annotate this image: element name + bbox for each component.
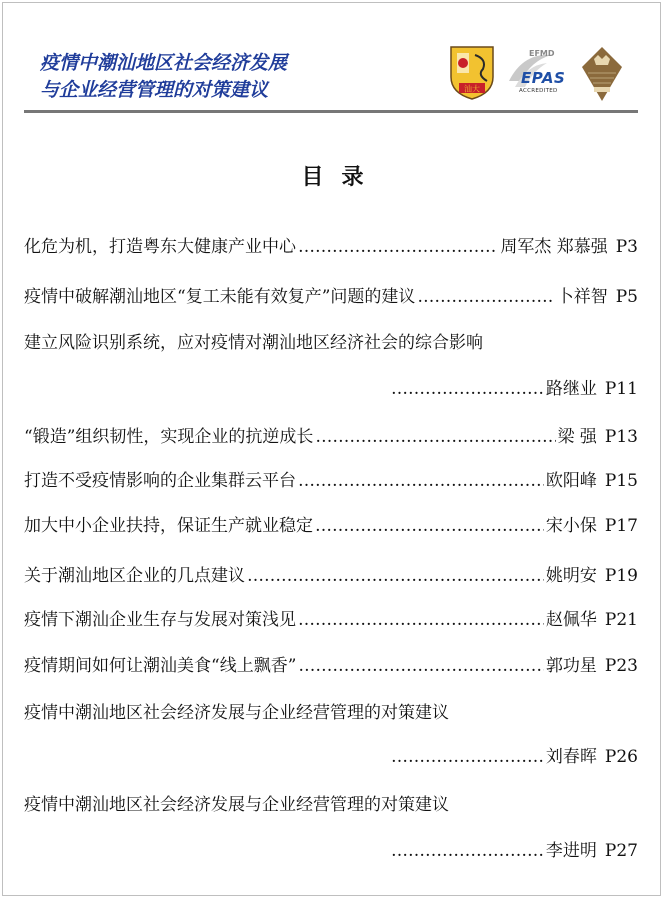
toc-entry-title-line[interactable]: [24, 790, 638, 820]
toc-leader-dots: [391, 374, 544, 404]
toc-entry-page: P11: [604, 379, 638, 399]
efmd-label: EFMD: [529, 49, 555, 58]
toc-entry-title: 疫情期间如何让潮汕美食“线上飘香”: [24, 656, 297, 676]
toc-leader-dots: [298, 605, 544, 635]
toc-entry-author: 刘春晖: [545, 747, 597, 767]
business-graduates-association-logo: [580, 45, 624, 103]
toc-entry-page: P23: [604, 656, 638, 676]
toc-entry-author: 姚明安: [545, 566, 597, 586]
toc-entry-author: 路继业: [545, 379, 597, 399]
toc-entry-page: P5: [615, 287, 638, 307]
header-title-line-1: 疫情中潮汕地区社会经济发展: [40, 52, 288, 74]
toc-entry[interactable]: [24, 651, 638, 681]
toc-entry-page: P13: [604, 427, 638, 447]
accredited-label: ACCREDITED: [519, 88, 558, 94]
toc-entry-page: P27: [604, 841, 638, 861]
toc-entry[interactable]: [24, 561, 638, 591]
toc-leader-dots: [391, 836, 544, 866]
toc-entry[interactable]: [24, 232, 638, 262]
toc-entry[interactable]: [24, 466, 638, 496]
toc-entry-title-line[interactable]: [24, 698, 638, 728]
toc-entry-author: 李进明: [545, 841, 597, 861]
toc-entry-page: P15: [604, 471, 638, 491]
toc-leader-dots: [315, 511, 544, 541]
toc-entry[interactable]: [24, 282, 638, 312]
shield-logo-text: 汕大: [464, 84, 480, 94]
toc-leader-dots: [247, 561, 544, 591]
toc-entry-title-line[interactable]: [24, 328, 638, 358]
toc-entry-page: P26: [604, 747, 638, 767]
toc-entry-page: P21: [604, 610, 638, 630]
toc-entry-title: “锻造”组织韧性，实现企业的抗逆成长: [24, 427, 314, 447]
toc-leader-dots: [298, 466, 544, 496]
toc-entry-author: 宋小保: [545, 516, 597, 536]
toc-entry-author: 欧阳峰: [545, 471, 597, 491]
shantou-university-shield-logo: [447, 43, 497, 101]
toc-entry-title: 建立风险识别系统，应对疫情对潮汕地区经济社会的综合影响: [24, 333, 483, 353]
toc-leader-dots: [315, 422, 555, 452]
toc-entry-title: 疫情中潮汕地区社会经济发展与企业经营管理的对策建议: [24, 703, 449, 723]
toc-entry-page: P19: [604, 566, 638, 586]
epas-label: EPAS: [521, 69, 566, 87]
toc-leader-dots: [417, 282, 554, 312]
toc-entry-title: 化危为机，打造粤东大健康产业中心: [24, 237, 296, 257]
header-divider: [24, 110, 638, 113]
toc-leader-dots: [298, 651, 544, 681]
toc-entry-title: 打造不受疫情影响的企业集群云平台: [24, 471, 296, 491]
toc-leader-dots: [391, 742, 544, 772]
toc-entry-title: 疫情中破解潮汕地区“复工未能有效复产”问题的建议: [24, 287, 416, 307]
toc-entry-title: 加大中小企业扶持，保证生产就业稳定: [24, 516, 313, 536]
toc-entry-continuation[interactable]: [24, 742, 638, 772]
toc-entry-page: P17: [604, 516, 638, 536]
toc-entry-author: 赵佩华: [545, 610, 597, 630]
toc-entry-author: 周军杰 郑慕强: [500, 237, 608, 257]
toc-heading: 目录: [301, 164, 382, 190]
toc-entry-page: P3: [615, 237, 638, 257]
toc-entry-author: 郭功星: [545, 656, 597, 676]
toc-leader-dots: [298, 232, 498, 262]
toc-entry-title: 疫情下潮汕企业生存与发展对策浅见: [24, 610, 296, 630]
header-logos: [447, 43, 627, 105]
toc-entry-continuation[interactable]: [24, 836, 638, 866]
header-title-line-2: 与企业经营管理的对策建议: [40, 79, 269, 101]
toc-entry-title: 关于潮汕地区企业的几点建议: [24, 566, 245, 586]
toc-entry-continuation[interactable]: [24, 374, 638, 404]
toc-entry[interactable]: [24, 605, 638, 635]
toc-entry[interactable]: [24, 511, 638, 541]
toc-entry-author: 卜祥智: [556, 287, 608, 307]
toc-entry-title: 疫情中潮汕地区社会经济发展与企业经营管理的对策建议: [24, 795, 449, 815]
efmd-epas-logo: [507, 47, 573, 101]
header-title: [40, 50, 440, 104]
page-header: [0, 0, 665, 118]
toc-entry[interactable]: [24, 422, 638, 452]
toc-entry-author: 梁 强: [557, 427, 597, 447]
